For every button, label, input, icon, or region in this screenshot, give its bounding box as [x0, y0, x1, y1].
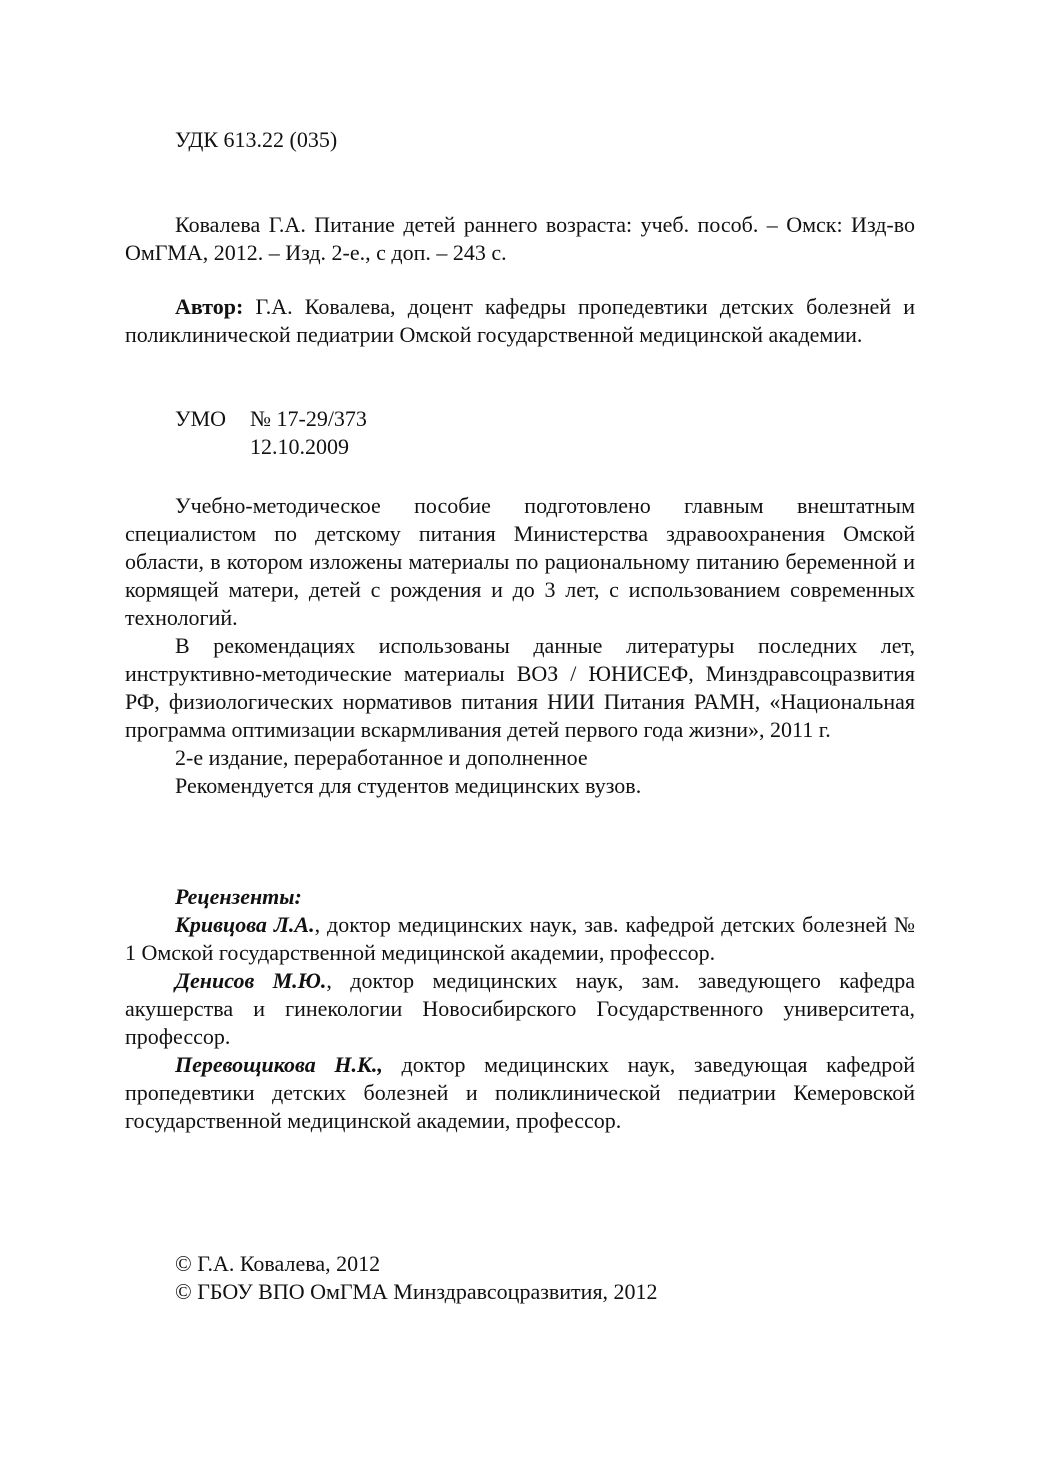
- reviewer-name: Кривцова Л.А.: [175, 912, 315, 937]
- author-paragraph: [125, 293, 915, 349]
- reviewer-name: Перевощикова Н.К.,: [175, 1052, 383, 1077]
- reviewer-name: Денисов М.Ю.: [175, 968, 327, 993]
- description-paragraph-2: В рекомендациях использованы данные литературы последних лет, инструктивно-методические материалы ВОЗ / ЮНИСЕФ, Минздравсоцразвития РФ, физиологических нормативов питания НИИ Питания РАМН, «Национальная программа оптимизации вскармливания детей первого года жизни», 2011 г.: [125, 633, 915, 742]
- reviewer-text: , доктор медицинских наук, зав. кафедрой детских болезней № 1 Омской государственной медицинской академии, профессор.: [125, 912, 915, 965]
- umo-date: 12.10.2009: [250, 434, 349, 459]
- udk-code: УДК 613.22 (035): [175, 127, 338, 152]
- reviewer-item: [125, 967, 915, 1051]
- bibliographic-citation: Ковалева Г.А. Питание детей раннего возраста: учеб. пособ. – Омск: Изд-во ОмГМА, 2012. – Изд. 2-е., с доп. – 243 с.: [125, 212, 915, 265]
- reviewer-item: [125, 1051, 915, 1135]
- citation-section: [125, 211, 915, 267]
- edition-note: 2-е издание, переработанное и дополненное: [175, 745, 588, 770]
- udk-section: [125, 126, 915, 154]
- reviewer-text: , доктор медицинских наук, зам. заведующего кафедра акушерства и гинекологии Новосибирского Государственного университета, профессор.: [125, 968, 915, 1049]
- copyright-publisher: © ГБОУ ВПО ОмГМА Минздравсоцразвития, 2012: [175, 1279, 658, 1304]
- reviewers-section: [125, 883, 915, 1135]
- umo-row: [125, 405, 915, 433]
- reviewer-item: [125, 911, 915, 967]
- recommendation-note: Рекомендуется для студентов медицинских вузов.: [175, 773, 642, 798]
- umo-section: [125, 405, 915, 461]
- author-text: Г.А. Ковалева, доцент кафедры пропедевтики детских болезней и поликлинической педиатрии Омской государственной медицинской академии.: [125, 294, 915, 347]
- copyright-author: © Г.А. Ковалева, 2012: [175, 1251, 381, 1276]
- description-section: [125, 492, 915, 800]
- umo-label: УМО: [175, 406, 227, 431]
- umo-number: № 17-29/373: [250, 406, 367, 431]
- description-paragraph-1: Учебно-методическое пособие подготовлено главным внештатным специалистом по детскому питания Министерства здравоохранения Омской области, в котором изложены материалы по рациональному питанию беременной и кормящей матери, детей с рождения и до 3 лет, с использованием современных технологий.: [125, 493, 915, 630]
- copyright-section: [125, 1250, 915, 1306]
- author-label: Автор:: [175, 294, 244, 319]
- reviewers-heading: Рецензенты:: [175, 884, 302, 909]
- author-section: [125, 293, 915, 349]
- reviewer-text: доктор медицинских наук, заведующая кафедрой пропедевтики детских болезней и поликлинической педиатрии Кемеровской государственной медицинской академии, профессор.: [125, 1052, 915, 1133]
